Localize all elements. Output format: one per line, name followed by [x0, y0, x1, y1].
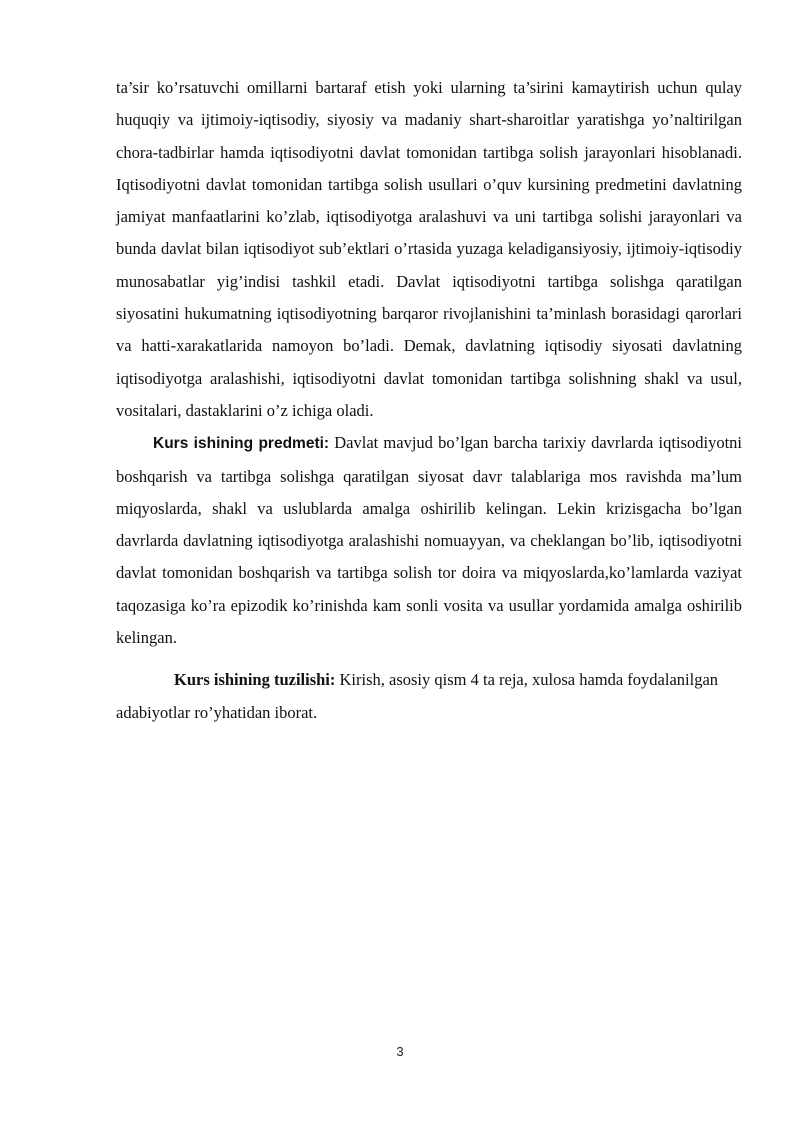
tuzilishi-heading: Kurs ishining tuzilishi: [174, 670, 336, 690]
document-page [116, 72, 742, 729]
predmet-heading: Kurs ishining predmeti: [153, 435, 330, 453]
predmet-text: Davlat mavjud bo’lgan barcha tarixiy davrlarda iqtisodiyotni boshqarish va tartibga solishga qaratilgan siyosat davr talablariga mos ravishda ma’lum miqyoslarda, shakl va uslublarda amalga oshirilib kelingan. Lekin krizisgacha bo’lgan davrlarda davlatning iqtisodiyotga aralashishi nomuayyan, va cheklangan bo’lib, iqtisodiyotni davlat tomonidan boshqarish va tartibga solish tor doira va miqyoslarda,ko’lamlarda vaziyat taqozasiga ko’ra epizodik ko’rinishda kam sonli vosita va usullar yordamida amalga oshirilib kelingan. [116, 433, 742, 648]
page-number: 3 [396, 1044, 404, 1059]
tuzilishi-text: Kirish, asosiy qism 4 ta reja, xulosa hamda foydalanilgan adabiyotlar ro’yhatidan iborat. [116, 670, 719, 722]
paragraph-predmet [116, 427, 742, 654]
paragraph-intro: ta’sir ko’rsatuvchi omillarni bartaraf etish yoki ularning ta’sirini kamaytirish uchun qulay huquqiy va ijtimoiy-iqtisodiy, siyosiy va madaniy shart-sharoitlar yaratishga yo’naltirilgan chora-tadbirlar hamda iqtisodiyotni davlat tomonidan tartibga solish jarayonlari hisoblanadi. Iqtisodiyotni davlat tomonidan tartibga solish usullari o’quv kursining predmetini davlatning jamiyat manfaatlarini ko’zlab, iqtisodiyotga aralashuvi va uni tartibga solishi jarayonlari va bunda davlat bilan iqtisodiyot sub’ektlari o’rtasida yuzaga keladigansiyosiy, ijtimoiy-iqtisodiy munosabatlar yig’indisi tashkil etadi. Davlat iqtisodiyotni tartibga solishga qaratilgan siyosatini hukumatning iqtisodiyotning barqaror rivojlanishini ta’minlash borasidagi qarorlari va hatti-xarakatlarida namoyon bo’ladi. Demak, davlatning iqtisodiy siyosati davlatning iqtisodiyotga aralashishi, iqtisodiyotni davlat tomonidan tartibga solishning shakl va usul, vositalari, dastaklarini o’z ichiga oladi. [116, 78, 742, 420]
paragraph-tuzilishi [116, 664, 742, 729]
